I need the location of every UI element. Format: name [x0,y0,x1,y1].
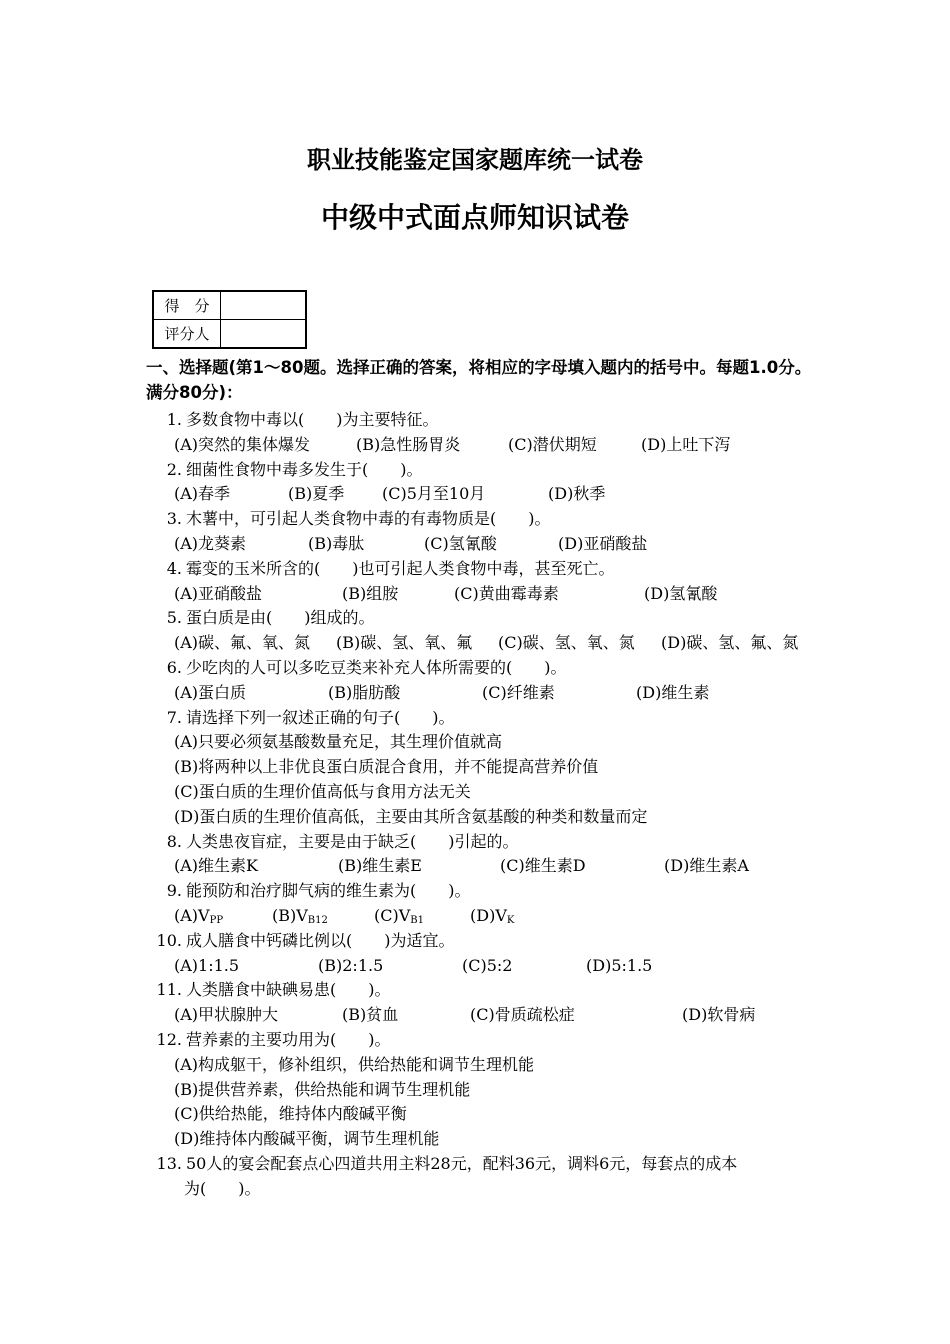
question-3 [146,507,826,532]
grader-label: 评分人 [153,320,221,349]
question-text-continued: 为( )。 [184,1178,261,1198]
option-b: (B)提供营养素，供给热能和调节生理机能 [174,1079,471,1099]
options-row [146,1003,826,1028]
option-c: (C)5:2 [462,955,513,975]
question-number: 9. [166,881,182,901]
question-number: 7. [166,707,182,727]
option-c: (C)黄曲霉毒素 [454,583,559,603]
question-text: 多数食物中毒以( )为主要特征。 [186,410,439,429]
option-c: (C)纤维素 [482,682,555,702]
option-d: (D)上吐下泻 [641,434,731,454]
option-c: (C)5月至10月 [382,484,486,504]
option-a: (A)蛋白质 [174,682,247,702]
option-c: $(C)V_{B1}$ [374,905,424,926]
question-number: 4. [166,558,182,578]
option-d: (D)亚硝酸盐 [558,533,648,553]
question-9 [146,879,826,904]
question-number: 8. [166,831,182,851]
question-number: 3. [166,509,182,529]
option-a: (A)龙葵素 [174,533,247,553]
option-b: $(B)V_{B12}$ [272,905,328,926]
option-c: (C)蛋白质的生理价值高低与食用方法无关 [174,781,471,801]
option-a: $(A)V_{PP}$ [174,905,224,926]
option-a: (A)只要必须氨基酸数量充足，其生理价值就高 [174,732,503,752]
option-d: (D)氢氰酸 [644,583,718,603]
options-row [146,482,826,507]
option-a: (A)甲状腺肿大 [174,1005,279,1025]
question-7 [146,706,826,731]
question-number: 5. [166,608,182,628]
option-d: (D)碳、氢、氟、氮 [661,633,799,653]
option-b: (B)2:1.5 [318,955,384,975]
options-row [146,631,826,656]
option-c: (C)潜伏期短 [508,434,597,454]
option-d: (D)蛋白质的生理价值高低，主要由其所含氨基酸的种类和数量而定 [174,806,648,826]
question-text: 成人膳食中钙磷比例以( )为适宜。 [186,930,455,950]
option-b: (B)脂肪酸 [328,682,401,702]
question-number: 13. [156,1153,182,1173]
options-row [146,854,826,879]
options-row [146,582,826,607]
question-text: 人类膳食中缺碘易患( )。 [186,980,391,1000]
question-number: 12. [156,1029,182,1049]
options-row [146,954,826,979]
exam-subtitle: 中级中式面点师知识试卷 [320,201,629,234]
option-b: (B)毒肽 [308,533,365,553]
option-c: (C)供给热能，维持体内酸碱平衡 [174,1104,407,1124]
question-text: 营养素的主要功用为( )。 [186,1029,391,1049]
score-table [152,290,307,349]
question-number: 1. [166,410,182,429]
question-number: 2. [166,459,182,479]
options-row [146,681,826,706]
option-d: (D)维持体内酸碱平衡，调节生理机能 [174,1129,440,1149]
option-b: (B)组胺 [342,583,399,603]
option-b: (B)贫血 [342,1005,399,1025]
option-a: (A)春季 [174,484,231,504]
option-b: (B)维生素E [338,856,422,876]
section-heading: 一、选择题(第1～80题。选择正确的答案，将相应的字母填入题内的括号中。每题1.0分。满分80分)： [146,358,812,402]
options-row [146,904,826,929]
question-text: 蛋白质是由( )组成的。 [186,608,375,628]
question-number: 10. [156,930,182,950]
options-row [146,433,826,458]
question-13 [146,1152,826,1177]
question-4 [146,557,826,582]
option-a: (A)亚硝酸盐 [174,583,263,603]
question-1 [146,408,826,433]
question-list [146,408,826,1202]
question-12 [146,1028,826,1053]
option-c: (C)氢氰酸 [424,533,497,553]
question-11 [146,978,826,1003]
question-8 [146,830,826,855]
option-d: (D)秋季 [548,484,606,504]
option-d: (D)维生素A [664,856,749,876]
option-d: (D)5:1.5 [586,955,653,975]
question-text: 细菌性食物中毒多发生于( )。 [186,459,423,479]
question-number: 6. [166,657,182,677]
question-text: 霉变的玉米所含的( )也可引起人类食物中毒，甚至死亡。 [186,558,615,578]
option-a: (A)碳、氟、氧、氮 [174,633,311,653]
question-text: 木薯中，可引起人类食物中毒的有毒物质是( )。 [186,509,551,529]
option-d: $(D)V_K$ [470,905,515,926]
question-2 [146,458,826,483]
option-b: (B)碳、氢、氧、氟 [336,633,473,653]
score-label: 得 分 [153,291,221,320]
question-6 [146,656,826,681]
question-text: 能预防和治疗脚气病的维生素为( )。 [186,881,471,901]
option-a: (A)1:1.5 [174,955,240,975]
option-b: (B)急性肠胃炎 [356,434,461,454]
option-c: (C)骨质疏松症 [470,1005,575,1025]
question-10 [146,929,826,954]
option-a: (A)构成躯干，修补组织，供给热能和调节生理机能 [174,1054,535,1074]
option-c: (C)维生素D [500,856,586,876]
score-value-cell [221,291,307,320]
option-b: (B)夏季 [288,484,345,504]
question-text: 人类患夜盲症，主要是由于缺乏( )引起的。 [186,831,519,851]
grader-value-cell [221,320,307,349]
option-b: (B)将两种以上非优良蛋白质混合食用，并不能提高营养价值 [174,757,599,777]
option-d: (D)软骨病 [682,1005,756,1025]
option-d: (D)维生素 [636,682,710,702]
option-a: (A)维生素K [174,856,258,876]
options-row [146,532,826,557]
exam-header-title: 职业技能鉴定国家题库统一试卷 [307,146,643,174]
question-text: 50人的宴会配套点心四道共用主料28元，配料36元，调料6元，每套点的成本 [186,1153,738,1173]
option-a: (A)突然的集体爆发 [174,434,311,454]
question-number: 11. [156,980,182,1000]
question-text: 少吃肉的人可以多吃豆类来补充人体所需要的( )。 [186,657,567,677]
question-5 [146,606,826,631]
question-text: 请选择下列一叙述正确的句子( )。 [186,707,455,727]
option-c: (C)碳、氢、氧、氮 [498,633,635,653]
